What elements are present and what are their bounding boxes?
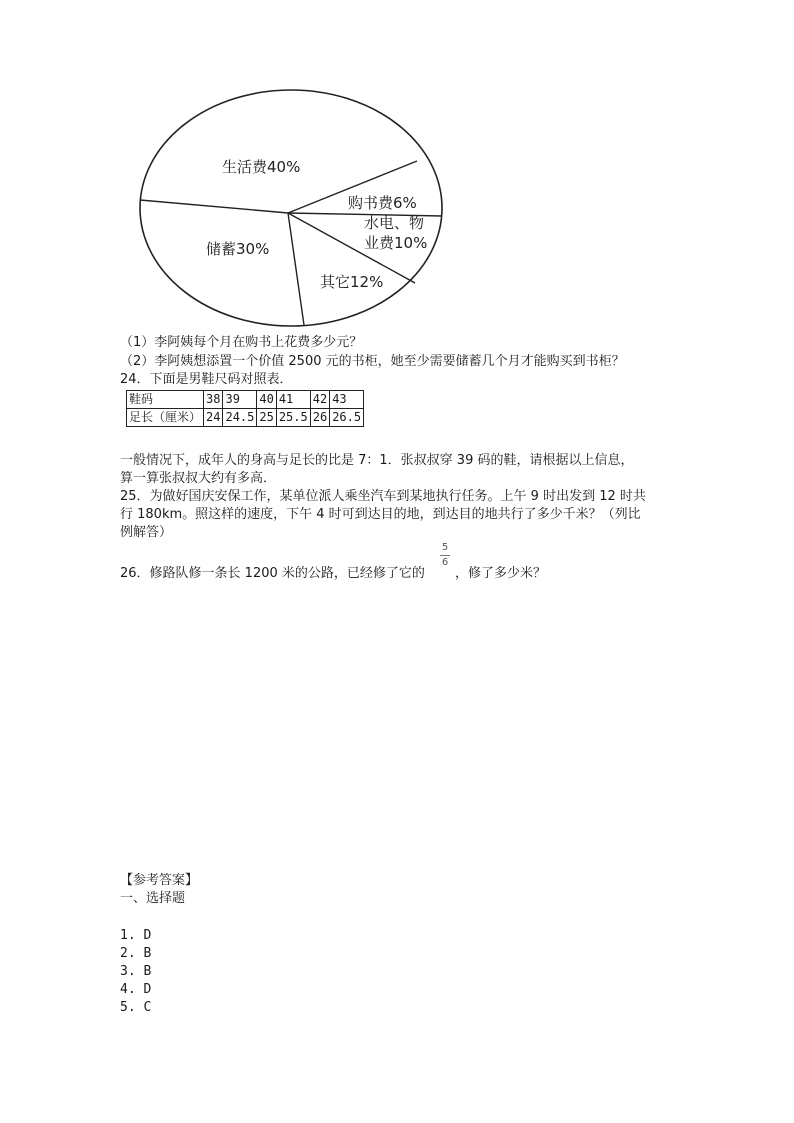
answers-section: 一、选择题 (120, 891, 186, 906)
question-25-line-3: 例解答） (120, 525, 173, 540)
table-cell: 26.5 (330, 409, 364, 427)
table-cell: 38 (204, 391, 223, 409)
fraction-numerator: 5 (441, 542, 449, 553)
question-25-line-1: 25．为做好国庆安保工作，某单位派人乘坐汽车到某地执行任务。上午 9 时出发到 12 时共 (120, 489, 646, 504)
table-cell: 40 (257, 391, 276, 409)
table-cell: 42 (310, 391, 329, 409)
pie-label-other: 其它12% (320, 273, 384, 291)
answers-title: 【参考答案】 (120, 873, 199, 888)
question-26-before: 26．修路队修一条长 1200 米的公路，已经修了它的 (120, 566, 425, 581)
pie-label-savings: 储蓄30% (206, 240, 270, 258)
question-26-after: ，修了多少米？ (455, 566, 547, 581)
table-cell: 25 (257, 409, 276, 427)
pie-chart (138, 88, 444, 328)
answer-item: 2. B (120, 946, 152, 961)
shoe-size-table (126, 390, 364, 427)
pie-label-utilities-1: 水电、物 (364, 214, 425, 232)
pie-label-books: 购书费6% (348, 194, 417, 212)
answer-item: 1. D (120, 928, 152, 943)
question-2: （2）李阿姨想添置一个价值 2500 元的书柜，她至少需要储蓄几个月才能购买到书柜？ (120, 354, 625, 369)
question-1: （1）李阿姨每个月在购书上花费多少元？ (120, 335, 363, 350)
table-cell: 25.5 (276, 409, 310, 427)
question-24-text-1: 一般情况下，成年人的身高与足长的比是 7：1．张叔叔穿 39 码的鞋，请根据以上信息， (120, 453, 634, 468)
answer-item: 4. D (120, 982, 152, 997)
table-row-label: 足长（厘米） (127, 409, 204, 427)
answer-item: 3. B (120, 964, 152, 979)
fraction-bar (440, 555, 450, 556)
answer-item: 5. C (120, 1000, 152, 1015)
table-cell: 41 (276, 391, 310, 409)
pie-label-utilities-2: 业费10% (364, 234, 428, 252)
fraction-denominator: 6 (441, 557, 449, 568)
fraction (440, 542, 450, 569)
table-header-label: 鞋码 (127, 391, 204, 409)
table-cell: 24 (204, 409, 223, 427)
pie-divider-4 (288, 213, 304, 325)
pie-divider-5 (140, 200, 288, 213)
table-row-sizes (127, 391, 364, 409)
question-24-title: 24．下面是男鞋尺码对照表． (120, 372, 293, 387)
table-cell: 43 (330, 391, 364, 409)
pie-label-living: 生活费40% (222, 158, 301, 176)
question-25-line-2: 行 180km。照这样的速度，下午 4 时可到达目的地，到达目的地共行了多少千米？（列比 (120, 507, 641, 522)
question-24-text-2: 算一算张叔叔大约有多高． (120, 471, 277, 486)
table-cell: 26 (310, 409, 329, 427)
table-cell: 24.5 (223, 409, 257, 427)
table-cell: 39 (223, 391, 257, 409)
table-row-lengths (127, 409, 364, 427)
